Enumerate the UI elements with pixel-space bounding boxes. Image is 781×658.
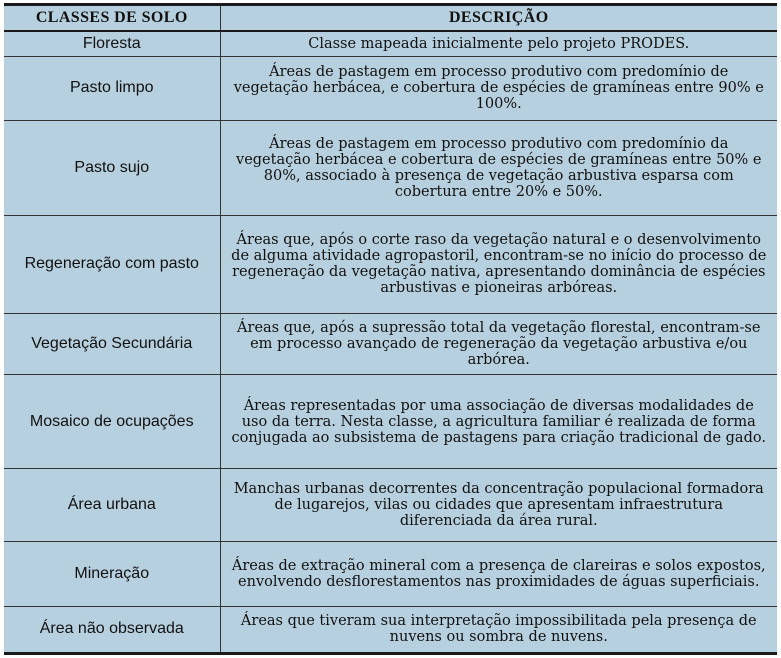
- row-description: Áreas de pastagem em processo produtivo com predomínio de vegetação herbácea, e cobertura de espécies de gramíneas entre 90% e 100%.: [220, 56, 777, 120]
- row-class: Mosaico de ocupações: [4, 375, 220, 468]
- row-class: Pasto limpo: [4, 56, 220, 120]
- table-row: [4, 541, 777, 606]
- table-row: [4, 31, 777, 56]
- row-description: Áreas representadas por uma associação de diversas modalidades de uso da terra. Nesta classe, a agricultura familiar é realizada de forma conjugada ao subsistema de pastagens para criação tradicional de gado.: [220, 375, 777, 468]
- row-description: Áreas que, após o corte raso da vegetação natural e o desenvolvimento de alguma atividade agropastoril, encontram-se no início do processo de regeneração da vegetação nativa, apresentando dominância de espécies arbustivas e pioneiras arbóreas.: [220, 216, 777, 313]
- table-row: [4, 468, 777, 541]
- row-class: Floresta: [82, 34, 141, 52]
- row-class: Regeneração com pasto: [4, 216, 220, 313]
- row-class: Mineração: [4, 541, 220, 606]
- table-row: [4, 375, 777, 468]
- table-row: [4, 313, 777, 375]
- row-description: Classe mapeada inicialmente pelo projeto PRODES.: [220, 31, 777, 56]
- row-description: Áreas que, após a supressão total da vegetação florestal, encontram-se em processo avançado de regeneração da vegetação arbustiva e/ou arbórea.: [220, 313, 777, 375]
- row-description: Manchas urbanas decorrentes da concentração populacional formadora de lugarejos, vilas ou cidades que apresentam infraestrutura diferenciada da área rural.: [220, 468, 777, 541]
- row-class: Área não observada: [4, 606, 220, 652]
- table-row: [4, 216, 777, 313]
- table-header-row: [4, 6, 777, 31]
- table-row: [4, 56, 777, 120]
- table-row: [4, 120, 777, 215]
- row-description: Áreas de extração mineral com a presença de clareiras e solos expostos, envolvendo desflorestamentos nas proximidades de águas superficiais.: [220, 541, 777, 606]
- land-class-table-container: [4, 3, 777, 655]
- land-class-table: [4, 6, 777, 652]
- row-description: Áreas que tiveram sua interpretação impossibilitada pela presença de nuvens ou sombra de nuvens.: [220, 606, 777, 652]
- row-description: Áreas de pastagem em processo produtivo com predomínio da vegetação herbácea e cobertura de espécies de gramíneas entre 50% e 80%, associado à presença de vegetação arbustiva esparsa com cobertura entre 20% e 50%.: [220, 120, 777, 215]
- table-row: [4, 606, 777, 652]
- header-classes: CLASSES DE SOLO: [4, 6, 220, 31]
- row-class: Vegetação Secundária: [4, 313, 220, 375]
- header-description: DESCRIÇÃO: [220, 6, 777, 31]
- row-class: Área urbana: [4, 468, 220, 541]
- row-class: Pasto sujo: [4, 120, 220, 215]
